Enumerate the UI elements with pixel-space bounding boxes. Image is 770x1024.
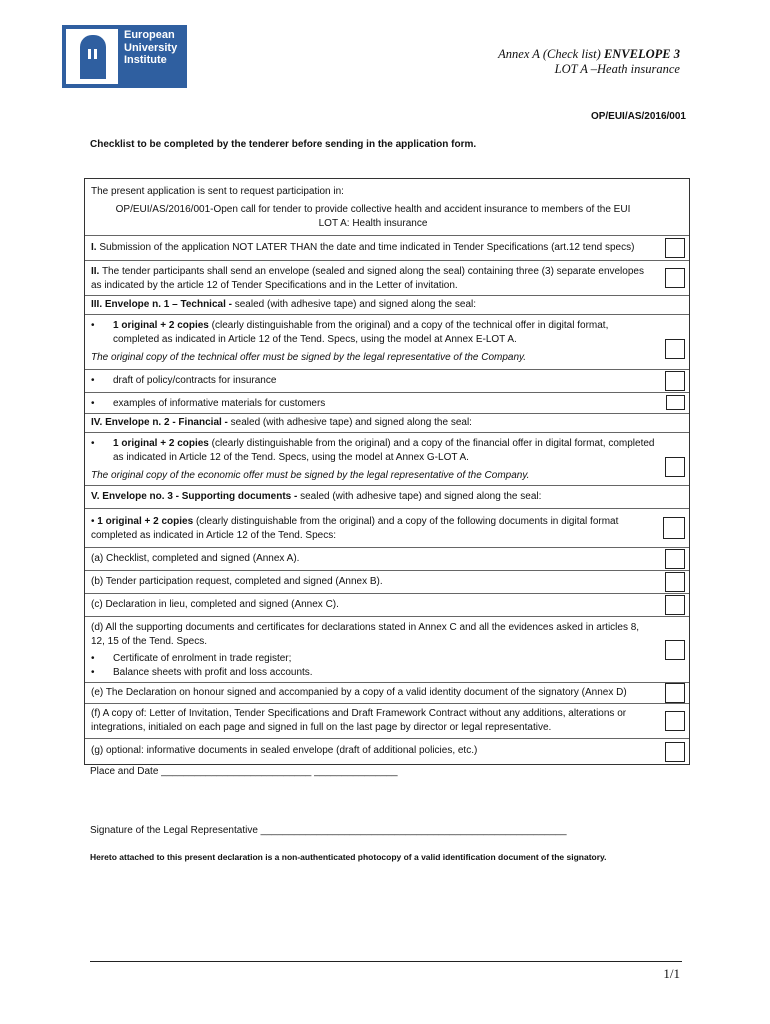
checklist-row-supporting-copies: • 1 original + 2 copies (clearly distinguishable from the original) and a copy of the following documents in digital format completed as indicated in Article 12 of the Tend. Specs: (85, 508, 689, 547)
checkbox[interactable] (663, 517, 685, 539)
checklist-row-informative-materials: • examples of informative materials for customers (85, 392, 689, 413)
checkbox[interactable] (665, 742, 685, 762)
checklist-row-financial-offer: • 1 original + 2 copies (clearly distinguishable from the original) and a copy of the financial offer in digital format, completed as indicated in Article 12 of the Tend. Specs, using the model at Annex G-LOT A. (85, 432, 689, 467)
checkbox[interactable] (665, 238, 685, 258)
section-supporting: V. Envelope no. 3 - Supporting documents - sealed (with adhesive tape) and signed along the seal: (85, 485, 689, 508)
checklist-row-draft-policy: • draft of policy/contracts for insurance (85, 369, 689, 392)
eui-logo (62, 25, 187, 88)
checklist-row-c: (c) Declaration in lieu, completed and signed (Annex C). (85, 593, 689, 616)
checklist-table (84, 178, 690, 765)
checklist-row-a: (a) Checklist, completed and signed (Annex A). (85, 547, 689, 570)
annex-title: Annex A (Check list) (498, 47, 604, 61)
checkbox[interactable] (665, 371, 685, 391)
envelope-label: ENVELOPE 3 (603, 47, 680, 61)
checklist-row-envelopes: II. The tender participants shall send an envelope (sealed and signed along the seal) containing three (3) separate envelopes as indicated by the article 12 of Tender Specifications and in the Letter of invitation. (85, 260, 689, 295)
checklist-row-submission: I. Submission of the application NOT LATER THAN the date and time indicated in Tender Specifications (art.12 tend specs) (85, 235, 689, 260)
checklist-row-d: (d) All the supporting documents and certificates for declarations stated in Annex C and all the evidences asked in articles 8, 12, 15 of the Tend. Specs. • Certificate of enrolment in trade register; • Balance sheets with profit and loss accounts. (85, 616, 689, 682)
checklist-row-b: (b) Tender participation request, completed and signed (Annex B). (85, 570, 689, 593)
checklist-row-e: (e) The Declaration on honour signed and accompanied by a copy of a valid identity document of the signatory (Annex D) (85, 682, 689, 703)
logo-text: European University Institute (124, 29, 178, 66)
lot-label: LOT A –Heath insurance (554, 62, 680, 76)
attachment-note: Hereto attached to this present declaration is a non-authenticated photocopy of a valid identification document of the signatory. (90, 852, 607, 862)
page-number: 1/1 (663, 966, 680, 981)
checkbox[interactable] (665, 595, 685, 615)
place-and-date-field[interactable]: Place and Date ___________________________ _______________ (90, 766, 398, 777)
checklist-row-g: (g) optional: informative documents in sealed envelope (draft of additional policies, etc.) (85, 738, 689, 764)
checkbox[interactable] (665, 268, 685, 288)
section-financial: IV. Envelope n. 2 - Financial - sealed (with adhesive tape) and signed along the seal: (85, 413, 689, 432)
signature-field[interactable]: Signature of the Legal Representative _______________________________________________________ (90, 825, 567, 836)
checkbox[interactable] (665, 572, 685, 592)
checkbox[interactable] (665, 640, 685, 660)
reference-number: OP/EUI/AS/2016/001 (590, 111, 686, 122)
checkbox[interactable] (666, 395, 685, 410)
intro-text: Checklist to be completed by the tenderer before sending in the application form. (90, 139, 477, 150)
footer-divider (90, 961, 682, 962)
technical-signature-note: The original copy of the technical offer must be signed by the legal representative of the Company. (91, 352, 527, 363)
application-info: The present application is sent to request participation in: OP/EUI/AS/2016/001-Open call for tender to provide collective health and accident insurance to members of the EUI LOT A: Health insurance (91, 186, 631, 229)
annex-header (498, 47, 680, 77)
checkbox[interactable] (665, 683, 685, 703)
financial-signature-note: The original copy of the economic offer must be signed by the legal representative of the Company. (91, 470, 530, 481)
checklist-row-f: (f) A copy of: Letter of Invitation, Tender Specifications and Draft Framework Contract without any additions, alterations or integrations, initialed on each page and signed in full on the last page by director or legal representative. (85, 703, 689, 738)
checkbox[interactable] (665, 711, 685, 731)
checkbox[interactable] (665, 549, 685, 569)
section-technical: III. Envelope n. 1 – Technical - sealed (with adhesive tape) and signed along the seal: (85, 295, 689, 314)
checklist-row-technical-offer: • 1 original + 2 copies (clearly distinguishable from the original) and a copy of the technical offer in digital format, completed as indicated in Article 12 of the Tend. Specs, using the model at Annex E-LOT A. (85, 314, 689, 349)
logo-emblem (66, 29, 118, 84)
